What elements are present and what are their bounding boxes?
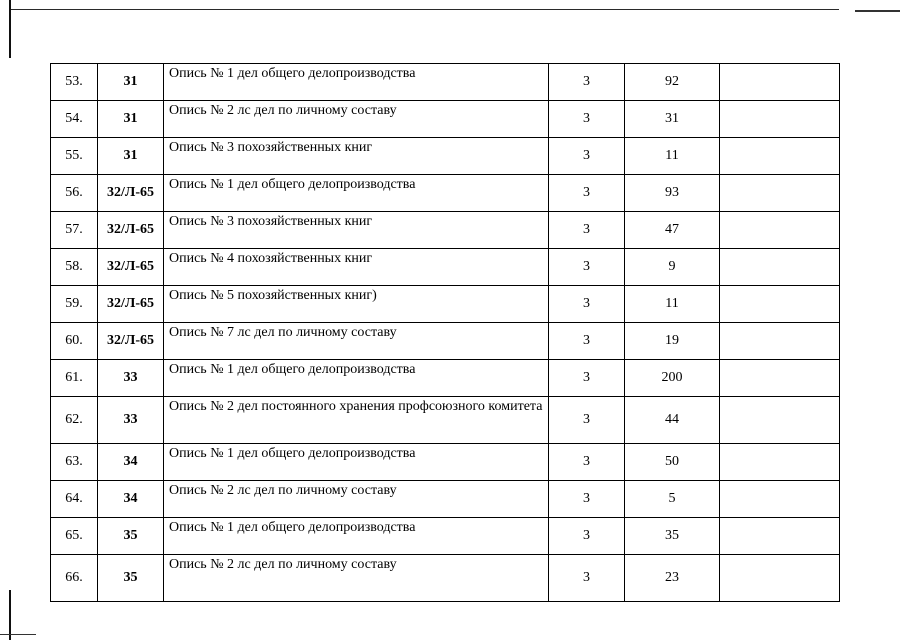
note-cell bbox=[720, 286, 840, 323]
scan-edge-top bbox=[9, 9, 839, 10]
scan-edge-bottom bbox=[0, 634, 36, 635]
inventory-title: Опись № 1 дел общего делопроизводства bbox=[164, 518, 549, 555]
file-count: 11 bbox=[625, 286, 720, 323]
file-count: 11 bbox=[625, 138, 720, 175]
row-number: 63. bbox=[51, 444, 98, 481]
table-row bbox=[51, 138, 840, 175]
inventory-title: Опись № 1 дел общего делопроизводства bbox=[164, 64, 549, 101]
fund-number: 32/Л-65 bbox=[98, 286, 164, 323]
inventory-title: Опись № 2 лс дел по личному составу bbox=[164, 101, 549, 138]
row-number: 65. bbox=[51, 518, 98, 555]
inventory-title: Опись № 2 дел постоянного хранения профсоюзного комитета bbox=[164, 397, 549, 444]
fund-number: 32/Л-65 bbox=[98, 212, 164, 249]
file-count: 5 bbox=[625, 481, 720, 518]
row-number: 58. bbox=[51, 249, 98, 286]
note-cell bbox=[720, 64, 840, 101]
note-cell bbox=[720, 481, 840, 518]
table-row bbox=[51, 64, 840, 101]
table-row bbox=[51, 249, 840, 286]
inventory-title: Опись № 2 лс дел по личному составу bbox=[164, 481, 549, 518]
fund-number: 32/Л-65 bbox=[98, 249, 164, 286]
file-count: 50 bbox=[625, 444, 720, 481]
fund-number: 33 bbox=[98, 397, 164, 444]
row-number: 54. bbox=[51, 101, 98, 138]
file-count: 23 bbox=[625, 555, 720, 602]
fund-number: 35 bbox=[98, 555, 164, 602]
scan-edge-left bbox=[9, 0, 11, 58]
scan-edge-top-right bbox=[855, 10, 900, 12]
note-cell bbox=[720, 212, 840, 249]
column-4-value: 3 bbox=[549, 323, 625, 360]
fund-number: 34 bbox=[98, 481, 164, 518]
table-row bbox=[51, 286, 840, 323]
note-cell bbox=[720, 444, 840, 481]
note-cell bbox=[720, 518, 840, 555]
note-cell bbox=[720, 323, 840, 360]
row-number: 55. bbox=[51, 138, 98, 175]
table-row bbox=[51, 323, 840, 360]
column-4-value: 3 bbox=[549, 360, 625, 397]
file-count: 19 bbox=[625, 323, 720, 360]
column-4-value: 3 bbox=[549, 481, 625, 518]
scan-edge-left-bottom bbox=[9, 590, 11, 640]
fund-number: 32/Л-65 bbox=[98, 323, 164, 360]
inventory-title: Опись № 5 похозяйственных книг) bbox=[164, 286, 549, 323]
file-count: 35 bbox=[625, 518, 720, 555]
row-number: 60. bbox=[51, 323, 98, 360]
inventory-title: Опись № 7 лс дел по личному составу bbox=[164, 323, 549, 360]
file-count: 92 bbox=[625, 64, 720, 101]
inventory-table bbox=[50, 63, 840, 602]
fund-number: 31 bbox=[98, 64, 164, 101]
column-4-value: 3 bbox=[549, 249, 625, 286]
fund-number: 33 bbox=[98, 360, 164, 397]
column-4-value: 3 bbox=[549, 212, 625, 249]
file-count: 9 bbox=[625, 249, 720, 286]
column-4-value: 3 bbox=[549, 101, 625, 138]
fund-number: 31 bbox=[98, 101, 164, 138]
file-count: 93 bbox=[625, 175, 720, 212]
file-count: 200 bbox=[625, 360, 720, 397]
fund-number: 32/Л-65 bbox=[98, 175, 164, 212]
inventory-title: Опись № 3 похозяйственных книг bbox=[164, 212, 549, 249]
row-number: 66. bbox=[51, 555, 98, 602]
column-4-value: 3 bbox=[549, 518, 625, 555]
column-4-value: 3 bbox=[549, 397, 625, 444]
column-4-value: 3 bbox=[549, 64, 625, 101]
row-number: 61. bbox=[51, 360, 98, 397]
fund-number: 34 bbox=[98, 444, 164, 481]
column-4-value: 3 bbox=[549, 138, 625, 175]
inventory-title: Опись № 3 похозяйственных книг bbox=[164, 138, 549, 175]
file-count: 47 bbox=[625, 212, 720, 249]
table-row bbox=[51, 397, 840, 444]
table-row bbox=[51, 101, 840, 138]
row-number: 56. bbox=[51, 175, 98, 212]
table-row bbox=[51, 518, 840, 555]
column-4-value: 3 bbox=[549, 444, 625, 481]
note-cell bbox=[720, 555, 840, 602]
note-cell bbox=[720, 249, 840, 286]
inventory-title: Опись № 1 дел общего делопроизводства bbox=[164, 360, 549, 397]
inventory-title: Опись № 1 дел общего делопроизводства bbox=[164, 175, 549, 212]
column-4-value: 3 bbox=[549, 286, 625, 323]
note-cell bbox=[720, 101, 840, 138]
row-number: 62. bbox=[51, 397, 98, 444]
inventory-title: Опись № 2 лс дел по личному составу bbox=[164, 555, 549, 602]
row-number: 59. bbox=[51, 286, 98, 323]
note-cell bbox=[720, 397, 840, 444]
table-row bbox=[51, 175, 840, 212]
inventory-title: Опись № 1 дел общего делопроизводства bbox=[164, 444, 549, 481]
table-row bbox=[51, 360, 840, 397]
note-cell bbox=[720, 138, 840, 175]
note-cell bbox=[720, 360, 840, 397]
table-row bbox=[51, 555, 840, 602]
table-row bbox=[51, 444, 840, 481]
fund-number: 31 bbox=[98, 138, 164, 175]
fund-number: 35 bbox=[98, 518, 164, 555]
file-count: 31 bbox=[625, 101, 720, 138]
table-row bbox=[51, 212, 840, 249]
column-4-value: 3 bbox=[549, 555, 625, 602]
table-row bbox=[51, 481, 840, 518]
file-count: 44 bbox=[625, 397, 720, 444]
row-number: 53. bbox=[51, 64, 98, 101]
column-4-value: 3 bbox=[549, 175, 625, 212]
row-number: 64. bbox=[51, 481, 98, 518]
inventory-title: Опись № 4 похозяйственных книг bbox=[164, 249, 549, 286]
note-cell bbox=[720, 175, 840, 212]
row-number: 57. bbox=[51, 212, 98, 249]
